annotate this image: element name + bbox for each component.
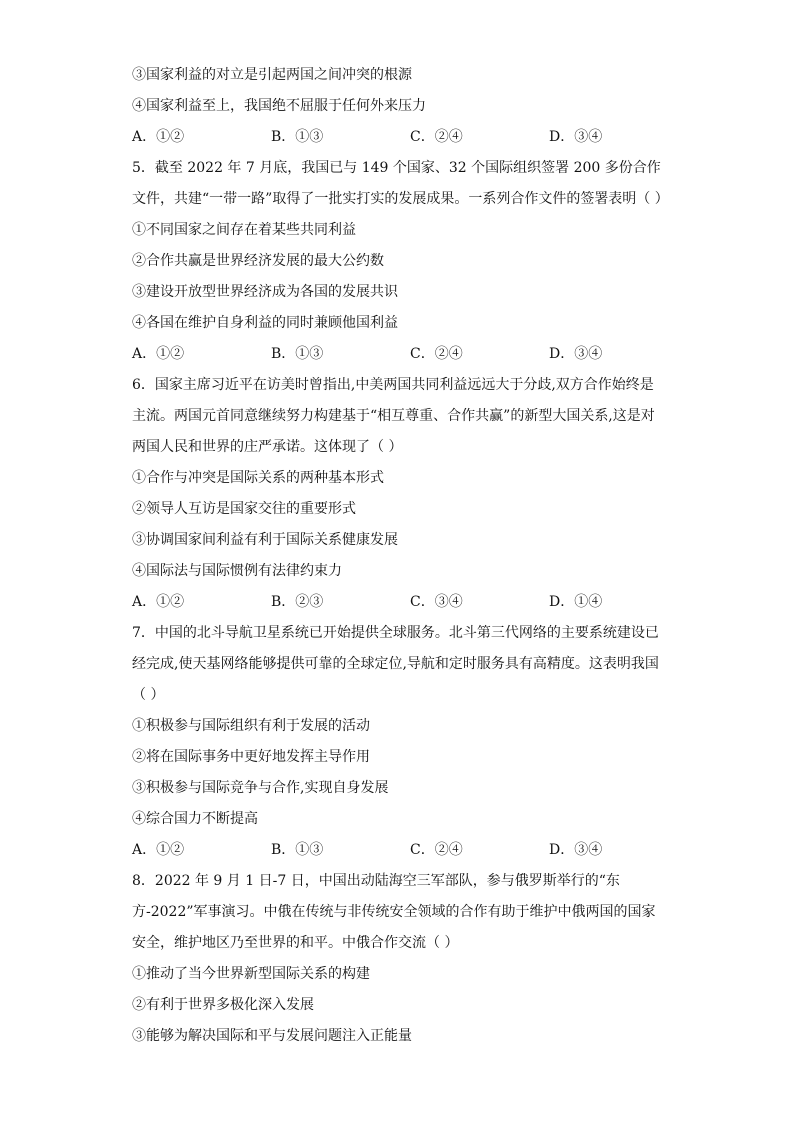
option-b: B．①③ — [271, 842, 324, 858]
statement-4: ④各国在维护自身利益的同时兼顾他国利益 — [132, 315, 398, 331]
option-b: B．①③ — [271, 346, 324, 362]
question-6-stem: 6．国家主席习近平在访美时曾指出,中美两国共同利益远远大于分歧,双方合作始终是主流。两国元首同意继续努力构建基于“相互尊重、合作共赢”的新型大国关系,这是对两国人民和世界的庄严承诺。这体现了（ ） — [132, 377, 655, 455]
statement-3: ③建设开放型世界经济成为各国的发展共识 — [132, 284, 398, 300]
statement-3: ③协调国家间利益有利于国际关系健康发展 — [132, 532, 398, 548]
statement-3: ③积极参与国际竞争与合作,实现自身发展 — [132, 780, 389, 796]
statement-3: ③国家利益的对立是引起两国之间冲突的根源 — [132, 67, 412, 83]
statement-1: ①积极参与国际组织有利于发展的活动 — [132, 718, 370, 734]
statement-2: ②领导人互访是国家交往的重要形式 — [132, 501, 356, 517]
option-c: C．②④ — [410, 129, 463, 145]
answer-options — [132, 339, 672, 370]
option-b: B．②③ — [271, 594, 324, 610]
question-5-stem: 5．截至 2022 年 7 月底，我国已与 149 个国家、32 个国际组织签署 200 多份合作文件，共建“一带一路”取得了一批实打实的发展成果。一系列合作文件的签署表明（ ） — [132, 160, 669, 207]
question-7-stem: 7．中国的北斗导航卫星系统已开始提供全球服务。北斗第三代网络的主要系统建设已经完成,使天基网络能够提供可靠的全球定位,导航和定时服务具有高精度。这表明我国（ ） — [132, 625, 659, 703]
option-d: D．③④ — [549, 346, 603, 362]
statement-2: ②合作共赢是世界经济发展的最大公约数 — [132, 253, 384, 269]
statement-1: ①合作与冲突是国际关系的两种基本形式 — [132, 470, 384, 486]
statement-2: ②将在国际事务中更好地发挥主导作用 — [132, 749, 370, 765]
option-c: C．②④ — [410, 346, 463, 362]
statement-1: ①不同国家之间存在着某些共同利益 — [132, 222, 356, 238]
statement-4: ④综合国力不断提高 — [132, 811, 258, 827]
option-a: A．①② — [132, 129, 185, 145]
answer-options — [132, 835, 672, 866]
option-c: C．③④ — [410, 594, 463, 610]
option-d: D．③④ — [549, 842, 603, 858]
statement-1: ①推动了当今世界新型国际关系的构建 — [132, 966, 370, 982]
option-a: A．①② — [132, 594, 185, 610]
exam-page — [132, 60, 672, 1052]
option-a: A．①② — [132, 842, 185, 858]
statement-2: ②有利于世界多极化深入发展 — [132, 997, 314, 1013]
question-8-stem: 8．2022 年 9 月 1 日-7 日，中国出动陆海空三军部队，参与俄罗斯举行的“东方-2022”军事演习。中俄在传统与非传统安全领域的合作有助于维护中俄两国的国家安全，维护地区乃至世界的和平。中俄合作交流（ ） — [132, 873, 656, 951]
option-d: D．③④ — [549, 129, 603, 145]
answer-options — [132, 587, 672, 618]
statement-3: ③能够为解决国际和平与发展问题注入正能量 — [132, 1028, 412, 1044]
statement-4: ④国际法与国际惯例有法律约束力 — [132, 563, 342, 579]
answer-options — [132, 122, 672, 153]
option-c: C．②④ — [410, 842, 463, 858]
statement-4: ④国家利益至上，我国绝不屈服于任何外来压力 — [132, 98, 426, 114]
option-d: D．①④ — [549, 594, 603, 610]
option-b: B．①③ — [271, 129, 324, 145]
option-a: A．①② — [132, 346, 185, 362]
